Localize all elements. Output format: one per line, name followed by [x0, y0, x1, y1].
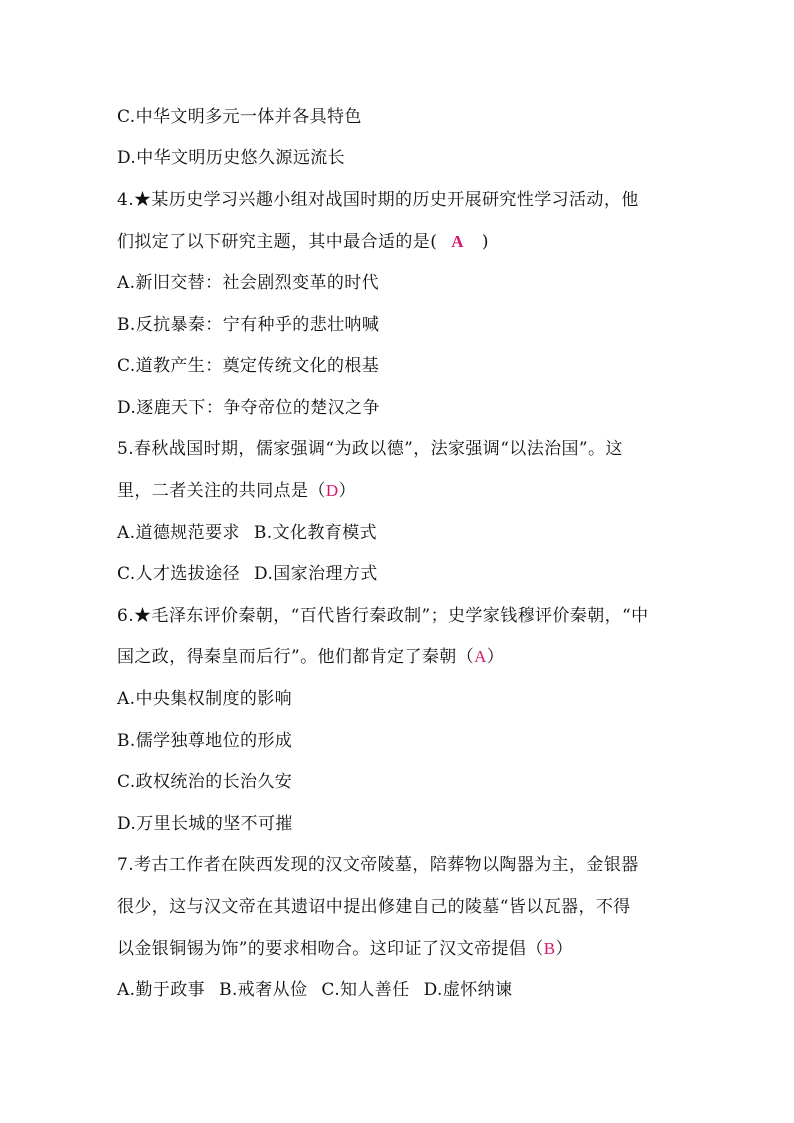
- q4-option-b: B.反抗暴秦：宁有种乎的悲壮呐喊: [117, 315, 380, 335]
- q7-option-c: C.知人善任: [321, 980, 410, 1000]
- prev-option-d: D.中华文明历史悠久源远流长: [117, 148, 346, 168]
- q7-stem-line1: 7.考古工作者在陕西发现的汉文帝陵墓，陪葬物以陶器为主，金银器: [117, 855, 639, 875]
- q4-stem-line1: 4.★某历史学习兴趣小组对战国时期的历史开展研究性学习活动，他: [117, 190, 639, 210]
- q4-option-c: C.道教产生：奠定传统文化的根基: [117, 356, 380, 376]
- prev-option-c: C.中华文明多元一体并各具特色: [117, 107, 362, 127]
- q5-stem-prefix: 里，二者关注的共同点是（: [117, 481, 326, 501]
- q5-stem-line1: 5.春秋战国时期，儒家强调“为政以德”，法家强调“以法治国”。这: [117, 439, 623, 459]
- q4-stem-prefix: 们拟定了以下研究主题，其中最合适的是(: [117, 232, 438, 252]
- q6-answer: A: [474, 647, 487, 666]
- q7-options-row: [117, 979, 512, 1001]
- q4-option-d: D.逐鹿天下：争夺帝位的楚汉之争: [117, 398, 380, 418]
- q6-option-c: C.政权统治的长治久安: [117, 772, 293, 792]
- q7-stem-prefix: 以金银铜锡为饰”的要求相吻合。这印证了汉文帝提倡（: [117, 939, 544, 959]
- q6-option-a: A.中央集权制度的影响: [117, 689, 293, 709]
- q4-answer: A: [451, 232, 464, 251]
- q7-stem-line2: 很少，这与汉文帝在其遗诏中提出修建自己的陵墓“皆以瓦器，不得: [117, 897, 631, 917]
- q7-option-d: D.虚怀纳谏: [423, 980, 513, 1000]
- q5-answer: D: [325, 481, 339, 500]
- q5-stem-line2: [117, 480, 356, 502]
- q6-stem-suffix: ）: [486, 647, 505, 667]
- q7-stem-suffix: ）: [555, 939, 573, 959]
- q4-stem-line2: [117, 231, 489, 253]
- q4-stem-suffix: ): [481, 232, 489, 252]
- q7-option-a: A.勤于政事: [117, 980, 206, 1000]
- q5-option-b: B.文化教育模式: [253, 523, 377, 543]
- q6-option-d: D.万里长城的坚不可摧: [117, 814, 293, 834]
- q5-options-row1: [117, 522, 377, 544]
- q7-stem-line3: [117, 938, 573, 960]
- q7-answer: B: [543, 939, 556, 958]
- q6-stem-line1: 6.★毛泽东评价秦朝，“百代皆行秦政制”；史学家钱穆评价秦朝，“中: [117, 606, 649, 626]
- q6-stem-prefix: 国之政，得秦皇而后行”。他们都肯定了秦朝（: [117, 647, 475, 667]
- q4-option-a: A.新旧交替：社会剧烈变革的时代: [117, 273, 380, 293]
- q5-option-c: C.人才选拔途径: [117, 564, 241, 584]
- q6-stem-line2: [117, 646, 504, 668]
- q5-option-d: D.国家治理方式: [254, 564, 378, 584]
- q7-option-b: B.戒奢从俭: [219, 980, 308, 1000]
- q6-option-b: B.儒学独尊地位的形成: [117, 731, 293, 751]
- q5-stem-suffix: ）: [338, 481, 356, 501]
- q5-options-row2: [117, 563, 378, 585]
- q5-option-a: A.道德规范要求: [117, 523, 240, 543]
